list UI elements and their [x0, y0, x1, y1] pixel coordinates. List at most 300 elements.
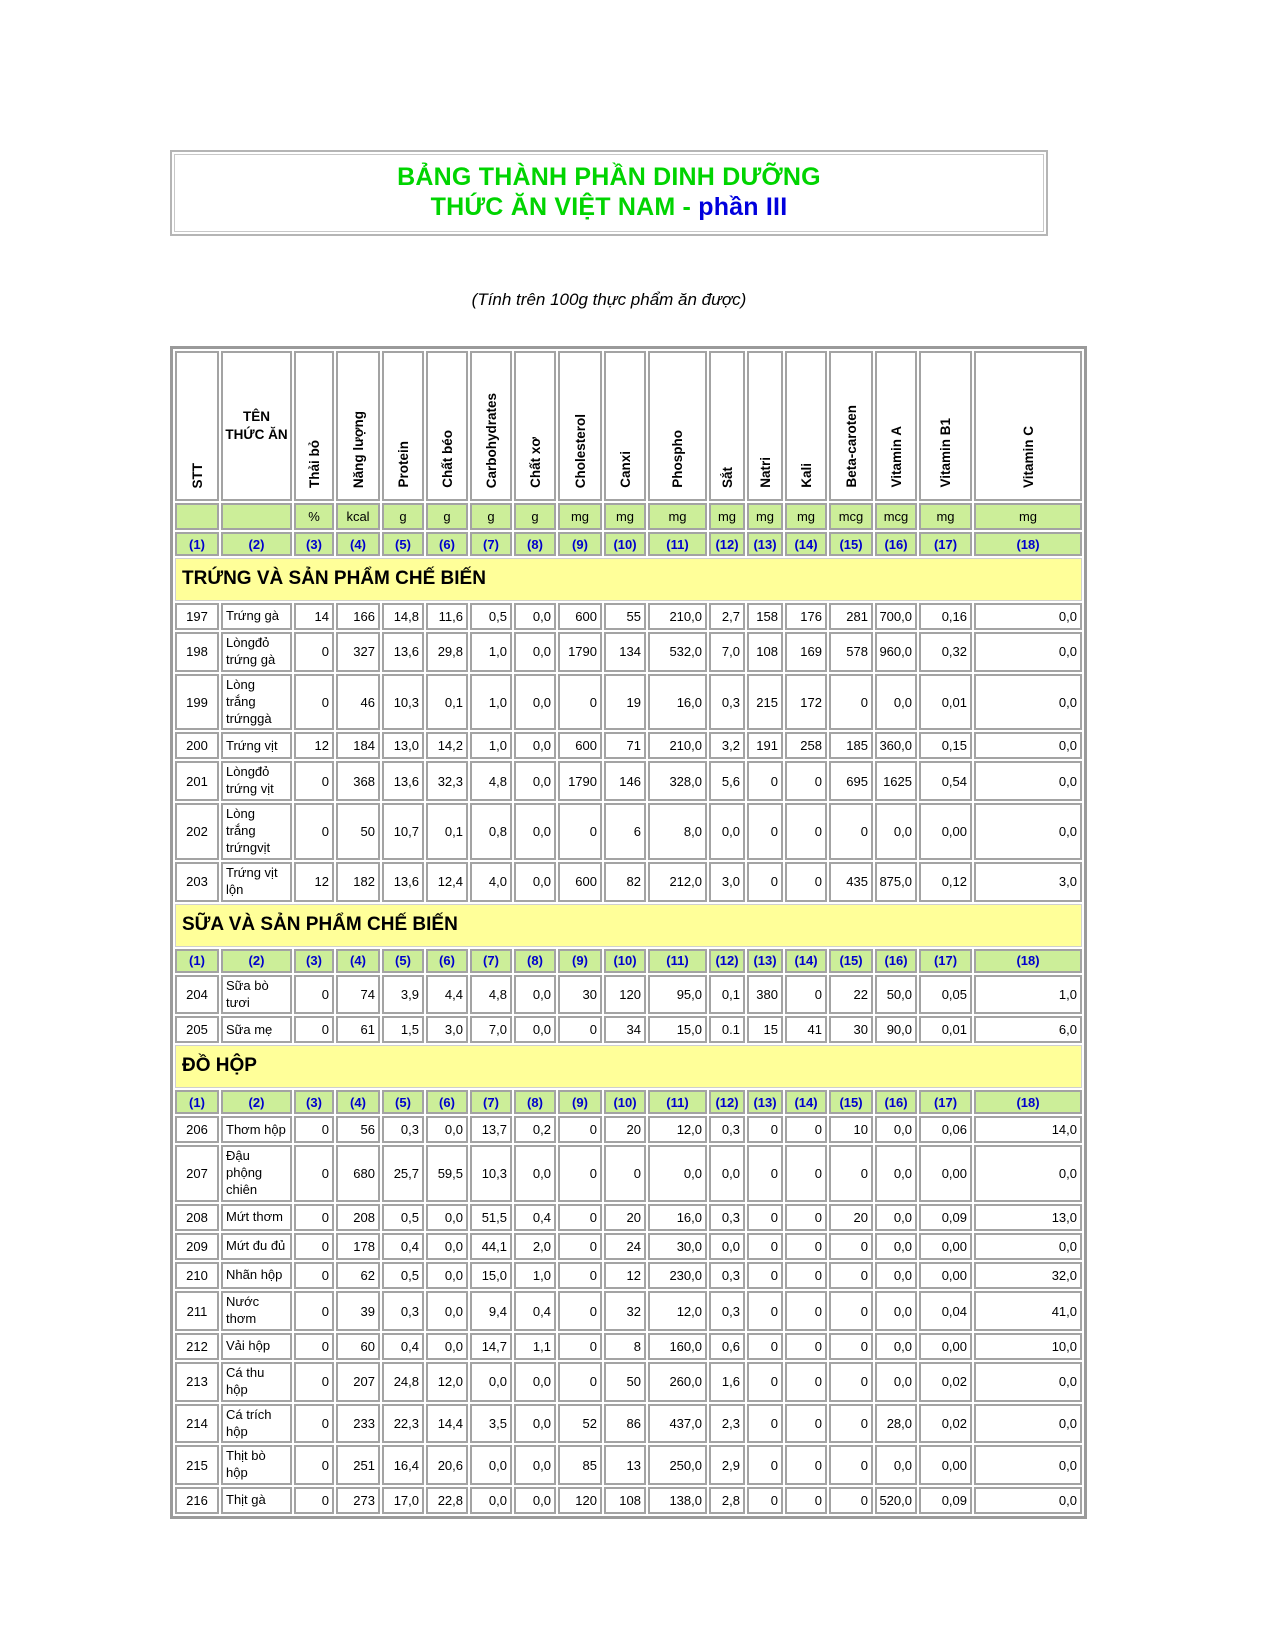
value-cell: 0,09 — [919, 1204, 972, 1231]
value-cell: 0 — [558, 1291, 602, 1331]
value-cell: 0 — [829, 1145, 873, 1202]
value-cell: 0 — [747, 1291, 783, 1331]
value-cell: 0,54 — [919, 761, 972, 801]
value-cell: 0,01 — [919, 1016, 972, 1043]
value-cell: 1,0 — [974, 975, 1082, 1015]
value-cell: 0,0 — [426, 1333, 468, 1360]
value-cell: 0 — [294, 803, 334, 860]
value-cell: 5,6 — [709, 761, 745, 801]
value-cell: 0 — [294, 674, 334, 731]
rotated-column-label: Sắt — [719, 466, 735, 488]
column-number-cell: (13) — [747, 949, 783, 973]
value-cell: 0,0 — [974, 1404, 1082, 1444]
value-cell: 12,4 — [426, 862, 468, 902]
value-cell: 0,3 — [382, 1116, 424, 1143]
stt-cell: 212 — [175, 1333, 219, 1360]
value-cell: 695 — [829, 761, 873, 801]
unit-cell: mcg — [875, 503, 917, 530]
rotated-column-label: Vitamin C — [1020, 425, 1036, 488]
value-cell: 0,0 — [470, 1487, 512, 1514]
value-cell: 0,02 — [919, 1362, 972, 1402]
value-cell: 0,00 — [919, 1145, 972, 1202]
value-cell: 600 — [558, 862, 602, 902]
value-cell: 0,0 — [875, 674, 917, 731]
value-cell: 0 — [829, 1362, 873, 1402]
food-name-cell: Thơm hộp — [221, 1116, 292, 1143]
value-cell: 176 — [785, 603, 827, 630]
value-cell: 2,3 — [709, 1404, 745, 1444]
column-header — [382, 351, 424, 501]
value-cell: 0,0 — [709, 1233, 745, 1260]
unit-cell: g — [382, 503, 424, 530]
value-cell: 22,8 — [426, 1487, 468, 1514]
value-cell: 59,5 — [426, 1145, 468, 1202]
value-cell: 0,6 — [709, 1333, 745, 1360]
value-cell: 12,0 — [426, 1362, 468, 1402]
value-cell: 3,5 — [470, 1404, 512, 1444]
table-row — [175, 1404, 1082, 1444]
value-cell: 0 — [785, 761, 827, 801]
value-cell: 0,5 — [382, 1262, 424, 1289]
value-cell: 8 — [604, 1333, 646, 1360]
value-cell: 0 — [829, 1333, 873, 1360]
value-cell: 120 — [558, 1487, 602, 1514]
value-cell: 14,2 — [426, 732, 468, 759]
value-cell: 281 — [829, 603, 873, 630]
table-row — [175, 1233, 1082, 1260]
value-cell: 0 — [294, 632, 334, 672]
value-cell: 600 — [558, 603, 602, 630]
table-row — [175, 603, 1082, 630]
stt-cell: 203 — [175, 862, 219, 902]
column-number-cell: (12) — [709, 532, 745, 556]
value-cell: 0 — [558, 803, 602, 860]
food-name-cell: Mứt đu đủ — [221, 1233, 292, 1260]
stt-cell: 209 — [175, 1233, 219, 1260]
value-cell: 0,0 — [875, 1291, 917, 1331]
value-cell: 260,0 — [648, 1362, 707, 1402]
title-green-text: THỨC ĂN VIỆT NAM — [430, 193, 676, 221]
food-name-cell: Thịt gà — [221, 1487, 292, 1514]
value-cell: 178 — [336, 1233, 380, 1260]
rotated-column-label: Chất béo — [439, 430, 455, 488]
value-cell: 251 — [336, 1445, 380, 1485]
stt-cell: 201 — [175, 761, 219, 801]
value-cell: 1,6 — [709, 1362, 745, 1402]
value-cell: 0,0 — [514, 732, 556, 759]
value-cell: 0,4 — [514, 1291, 556, 1331]
value-cell: 0,0 — [514, 1145, 556, 1202]
unit-cell: mg — [747, 503, 783, 530]
value-cell: 0 — [604, 1145, 646, 1202]
value-cell: 13,0 — [382, 732, 424, 759]
value-cell: 41 — [785, 1016, 827, 1043]
value-cell: 20 — [604, 1116, 646, 1143]
food-name-cell: Lòng trắng trứnggà — [221, 674, 292, 731]
value-cell: 169 — [785, 632, 827, 672]
value-cell: 0 — [785, 1487, 827, 1514]
value-cell: 0 — [558, 1016, 602, 1043]
column-number-cell: (1) — [175, 532, 219, 556]
value-cell: 30,0 — [648, 1233, 707, 1260]
section-heading-row — [175, 1045, 1082, 1088]
rotated-column-label: Vitamin A — [888, 426, 904, 488]
value-cell: 0,0 — [426, 1116, 468, 1143]
stt-cell: 198 — [175, 632, 219, 672]
column-number-cell: (16) — [875, 1090, 917, 1114]
rotated-column-label: Carbohydrates — [483, 392, 499, 488]
column-header — [875, 351, 917, 501]
value-cell: 50,0 — [875, 975, 917, 1015]
value-cell: 875,0 — [875, 862, 917, 902]
value-cell: 44,1 — [470, 1233, 512, 1260]
column-number-cell: (9) — [558, 949, 602, 973]
value-cell: 13,6 — [382, 761, 424, 801]
value-cell: 0,0 — [974, 803, 1082, 860]
unit-cell: mg — [709, 503, 745, 530]
value-cell: 0 — [747, 1145, 783, 1202]
value-cell: 0,4 — [514, 1204, 556, 1231]
title-box — [170, 150, 1048, 236]
value-cell: 0,0 — [426, 1204, 468, 1231]
value-cell: 0,2 — [514, 1116, 556, 1143]
value-cell: 0 — [785, 1445, 827, 1485]
value-cell: 273 — [336, 1487, 380, 1514]
value-cell: 233 — [336, 1404, 380, 1444]
value-cell: 0 — [829, 674, 873, 731]
stt-cell: 207 — [175, 1145, 219, 1202]
value-cell: 0 — [829, 1487, 873, 1514]
unit-cell: mg — [648, 503, 707, 530]
value-cell: 0,0 — [470, 1362, 512, 1402]
column-number-cell: (12) — [709, 1090, 745, 1114]
value-cell: 0,15 — [919, 732, 972, 759]
column-number-cell: (2) — [221, 532, 292, 556]
value-cell: 0,0 — [514, 862, 556, 902]
value-cell: 0 — [294, 1116, 334, 1143]
rotated-column-label: Phospho — [670, 430, 685, 488]
column-number-cell: (10) — [604, 532, 646, 556]
value-cell: 0,0 — [426, 1233, 468, 1260]
rotated-column-label: Vitamin B1 — [938, 418, 953, 488]
column-number-cell: (8) — [514, 949, 556, 973]
value-cell: 138,0 — [648, 1487, 707, 1514]
value-cell: 3,0 — [426, 1016, 468, 1043]
column-header-food-name: TÊN THỨC ĂN — [221, 351, 292, 501]
rotated-column-label: Năng lượng — [350, 410, 366, 488]
column-number-cell: (18) — [974, 1090, 1082, 1114]
value-cell: 0,0 — [514, 1445, 556, 1485]
food-name-cell: Cá trích hộp — [221, 1404, 292, 1444]
table-row — [175, 862, 1082, 902]
value-cell: 51,5 — [470, 1204, 512, 1231]
value-cell: 0,0 — [974, 1445, 1082, 1485]
column-number-cell: (4) — [336, 1090, 380, 1114]
value-cell: 0 — [747, 1404, 783, 1444]
column-number-cell: (5) — [382, 532, 424, 556]
value-cell: 90,0 — [875, 1016, 917, 1043]
food-name-cell: Trứng gà — [221, 603, 292, 630]
value-cell: 50 — [604, 1362, 646, 1402]
value-cell: 3,0 — [974, 862, 1082, 902]
value-cell: 12 — [294, 732, 334, 759]
value-cell: 0 — [747, 1445, 783, 1485]
value-cell: 0,0 — [875, 1445, 917, 1485]
value-cell: 0,05 — [919, 975, 972, 1015]
column-header — [974, 351, 1082, 501]
unit-cell: kcal — [336, 503, 380, 530]
value-cell: 86 — [604, 1404, 646, 1444]
value-cell: 15,0 — [648, 1016, 707, 1043]
column-number-cell: (18) — [974, 532, 1082, 556]
value-cell: 0,0 — [875, 1145, 917, 1202]
column-number-cell: (16) — [875, 949, 917, 973]
value-cell: 60 — [336, 1333, 380, 1360]
value-cell: 0,0 — [875, 1262, 917, 1289]
value-cell: 4,0 — [470, 862, 512, 902]
value-cell: 182 — [336, 862, 380, 902]
value-cell: 0 — [558, 1262, 602, 1289]
value-cell: 0,04 — [919, 1291, 972, 1331]
value-cell: 0,1 — [426, 803, 468, 860]
value-cell: 680 — [336, 1145, 380, 1202]
value-cell: 0,0 — [974, 1487, 1082, 1514]
value-cell: 0 — [829, 1445, 873, 1485]
value-cell: 258 — [785, 732, 827, 759]
value-cell: 108 — [604, 1487, 646, 1514]
value-cell: 0 — [294, 1333, 334, 1360]
value-cell: 0,3 — [709, 674, 745, 731]
value-cell: 0 — [785, 1204, 827, 1231]
value-cell: 0,32 — [919, 632, 972, 672]
column-number-cell: (10) — [604, 1090, 646, 1114]
column-number-cell: (15) — [829, 1090, 873, 1114]
value-cell: 17,0 — [382, 1487, 424, 1514]
value-cell: 160,0 — [648, 1333, 707, 1360]
unit-cell: % — [294, 503, 334, 530]
value-cell: 0,3 — [709, 1204, 745, 1231]
column-number-cell: (6) — [426, 949, 468, 973]
value-cell: 13 — [604, 1445, 646, 1485]
value-cell: 1,0 — [470, 632, 512, 672]
column-numbers-row — [175, 532, 1082, 556]
value-cell: 0,0 — [514, 603, 556, 630]
value-cell: 74 — [336, 975, 380, 1015]
value-cell: 1625 — [875, 761, 917, 801]
units-row — [175, 503, 1082, 530]
value-cell: 0,0 — [514, 1016, 556, 1043]
value-cell: 0 — [294, 1145, 334, 1202]
rotated-column-label: STT — [189, 462, 205, 488]
unit-cell — [175, 503, 219, 530]
table-row — [175, 632, 1082, 672]
value-cell: 0,8 — [470, 803, 512, 860]
column-header — [514, 351, 556, 501]
value-cell: 0 — [747, 1262, 783, 1289]
value-cell: 0 — [558, 1333, 602, 1360]
value-cell: 14,7 — [470, 1333, 512, 1360]
value-cell: 0 — [747, 803, 783, 860]
value-cell: 14,8 — [382, 603, 424, 630]
value-cell: 16,4 — [382, 1445, 424, 1485]
stt-cell: 205 — [175, 1016, 219, 1043]
value-cell: 0,0 — [514, 803, 556, 860]
column-number-cell: (17) — [919, 532, 972, 556]
value-cell: 600 — [558, 732, 602, 759]
food-name-cell: Sữa mẹ — [221, 1016, 292, 1043]
stt-cell: 211 — [175, 1291, 219, 1331]
table-row — [175, 1116, 1082, 1143]
value-cell: 0,0 — [709, 1145, 745, 1202]
value-cell: 0 — [294, 1262, 334, 1289]
column-number-cell: (17) — [919, 1090, 972, 1114]
value-cell: 7,0 — [470, 1016, 512, 1043]
column-header — [747, 351, 783, 501]
value-cell: 20 — [829, 1204, 873, 1231]
food-name-cell: Trứng vịt lộn — [221, 862, 292, 902]
table-row — [175, 1362, 1082, 1402]
value-cell: 14 — [294, 603, 334, 630]
value-cell: 0,0 — [974, 632, 1082, 672]
column-number-cell: (11) — [648, 532, 707, 556]
value-cell: 3,9 — [382, 975, 424, 1015]
value-cell: 0 — [558, 1233, 602, 1260]
section-heading: TRỨNG VÀ SẢN PHẨM CHẾ BIẾN — [175, 558, 1082, 601]
section-heading: SỮA VÀ SẢN PHẨM CHẾ BIẾN — [175, 904, 1082, 947]
value-cell: 0 — [785, 1145, 827, 1202]
value-cell: 32,3 — [426, 761, 468, 801]
value-cell: 0,0 — [974, 1233, 1082, 1260]
value-cell: 10 — [829, 1116, 873, 1143]
value-cell: 15,0 — [470, 1262, 512, 1289]
value-cell: 0 — [829, 803, 873, 860]
value-cell: 960,0 — [875, 632, 917, 672]
stt-cell: 206 — [175, 1116, 219, 1143]
unit-cell: mg — [558, 503, 602, 530]
column-number-cell: (13) — [747, 1090, 783, 1114]
value-cell: 0 — [294, 975, 334, 1015]
value-cell: 210,0 — [648, 732, 707, 759]
value-cell: 0,4 — [382, 1233, 424, 1260]
value-cell: 0 — [785, 1116, 827, 1143]
column-number-cell: (12) — [709, 949, 745, 973]
value-cell: 437,0 — [648, 1404, 707, 1444]
value-cell: 0 — [785, 1233, 827, 1260]
value-cell: 56 — [336, 1116, 380, 1143]
value-cell: 0,00 — [919, 1233, 972, 1260]
value-cell: 0,5 — [382, 1204, 424, 1231]
value-cell: 1,0 — [514, 1262, 556, 1289]
value-cell: 520,0 — [875, 1487, 917, 1514]
value-cell: 0 — [747, 1487, 783, 1514]
value-cell: 0 — [294, 1204, 334, 1231]
value-cell: 0 — [294, 1016, 334, 1043]
value-cell: 0.1 — [709, 1016, 745, 1043]
value-cell: 0,4 — [382, 1333, 424, 1360]
value-cell: 0 — [785, 1362, 827, 1402]
table-row — [175, 803, 1082, 860]
value-cell: 0,0 — [875, 1333, 917, 1360]
table-row — [175, 1445, 1082, 1485]
value-cell: 0 — [747, 761, 783, 801]
value-cell: 2,8 — [709, 1487, 745, 1514]
column-number-cell: (3) — [294, 532, 334, 556]
value-cell: 0 — [785, 1333, 827, 1360]
value-cell: 39 — [336, 1291, 380, 1331]
column-header — [175, 351, 219, 501]
column-header — [709, 351, 745, 501]
value-cell: 13,0 — [974, 1204, 1082, 1231]
value-cell: 4,8 — [470, 975, 512, 1015]
column-header — [558, 351, 602, 501]
value-cell: 2,7 — [709, 603, 745, 630]
title-part-label: phần III — [698, 193, 788, 221]
value-cell: 212,0 — [648, 862, 707, 902]
value-cell: 3,0 — [709, 862, 745, 902]
column-number-cell: (10) — [604, 949, 646, 973]
value-cell: 0 — [294, 1233, 334, 1260]
stt-cell: 213 — [175, 1362, 219, 1402]
value-cell: 0,1 — [426, 674, 468, 731]
value-cell: 435 — [829, 862, 873, 902]
value-cell: 0 — [294, 1362, 334, 1402]
unit-cell: g — [514, 503, 556, 530]
value-cell: 8,0 — [648, 803, 707, 860]
value-cell: 0 — [294, 1445, 334, 1485]
column-number-cell: (16) — [875, 532, 917, 556]
value-cell: 0,0 — [514, 1362, 556, 1402]
value-cell: 0,0 — [875, 803, 917, 860]
unit-cell: mg — [785, 503, 827, 530]
value-cell: 0 — [747, 862, 783, 902]
value-cell: 0,0 — [875, 1204, 917, 1231]
column-header — [919, 351, 972, 501]
column-number-cell: (7) — [470, 949, 512, 973]
value-cell: 0 — [294, 1487, 334, 1514]
value-cell: 55 — [604, 603, 646, 630]
value-cell: 250,0 — [648, 1445, 707, 1485]
column-number-cell: (1) — [175, 1090, 219, 1114]
column-number-cell: (9) — [558, 532, 602, 556]
value-cell: 1790 — [558, 761, 602, 801]
value-cell: 0,3 — [382, 1291, 424, 1331]
value-cell: 0 — [785, 1262, 827, 1289]
value-cell: 0,09 — [919, 1487, 972, 1514]
value-cell: 1,0 — [470, 732, 512, 759]
column-number-cell: (9) — [558, 1090, 602, 1114]
column-header — [604, 351, 646, 501]
value-cell: 10,7 — [382, 803, 424, 860]
value-cell: 0,0 — [514, 761, 556, 801]
table-row — [175, 1145, 1082, 1202]
value-cell: 2,0 — [514, 1233, 556, 1260]
value-cell: 13,7 — [470, 1116, 512, 1143]
food-name-cell: Lòngđỏ trứng vịt — [221, 761, 292, 801]
rotated-column-label: Cholesterol — [572, 413, 588, 488]
value-cell: 0,0 — [426, 1291, 468, 1331]
food-name-cell: Thịt bò hộp — [221, 1445, 292, 1485]
food-name-cell: Cá thu hộp — [221, 1362, 292, 1402]
column-number-cell: (17) — [919, 949, 972, 973]
value-cell: 0 — [829, 1291, 873, 1331]
value-cell: 20 — [604, 1204, 646, 1231]
value-cell: 0,02 — [919, 1404, 972, 1444]
value-cell: 146 — [604, 761, 646, 801]
value-cell: 0 — [558, 1116, 602, 1143]
value-cell: 0,0 — [974, 732, 1082, 759]
value-cell: 208 — [336, 1204, 380, 1231]
value-cell: 46 — [336, 674, 380, 731]
